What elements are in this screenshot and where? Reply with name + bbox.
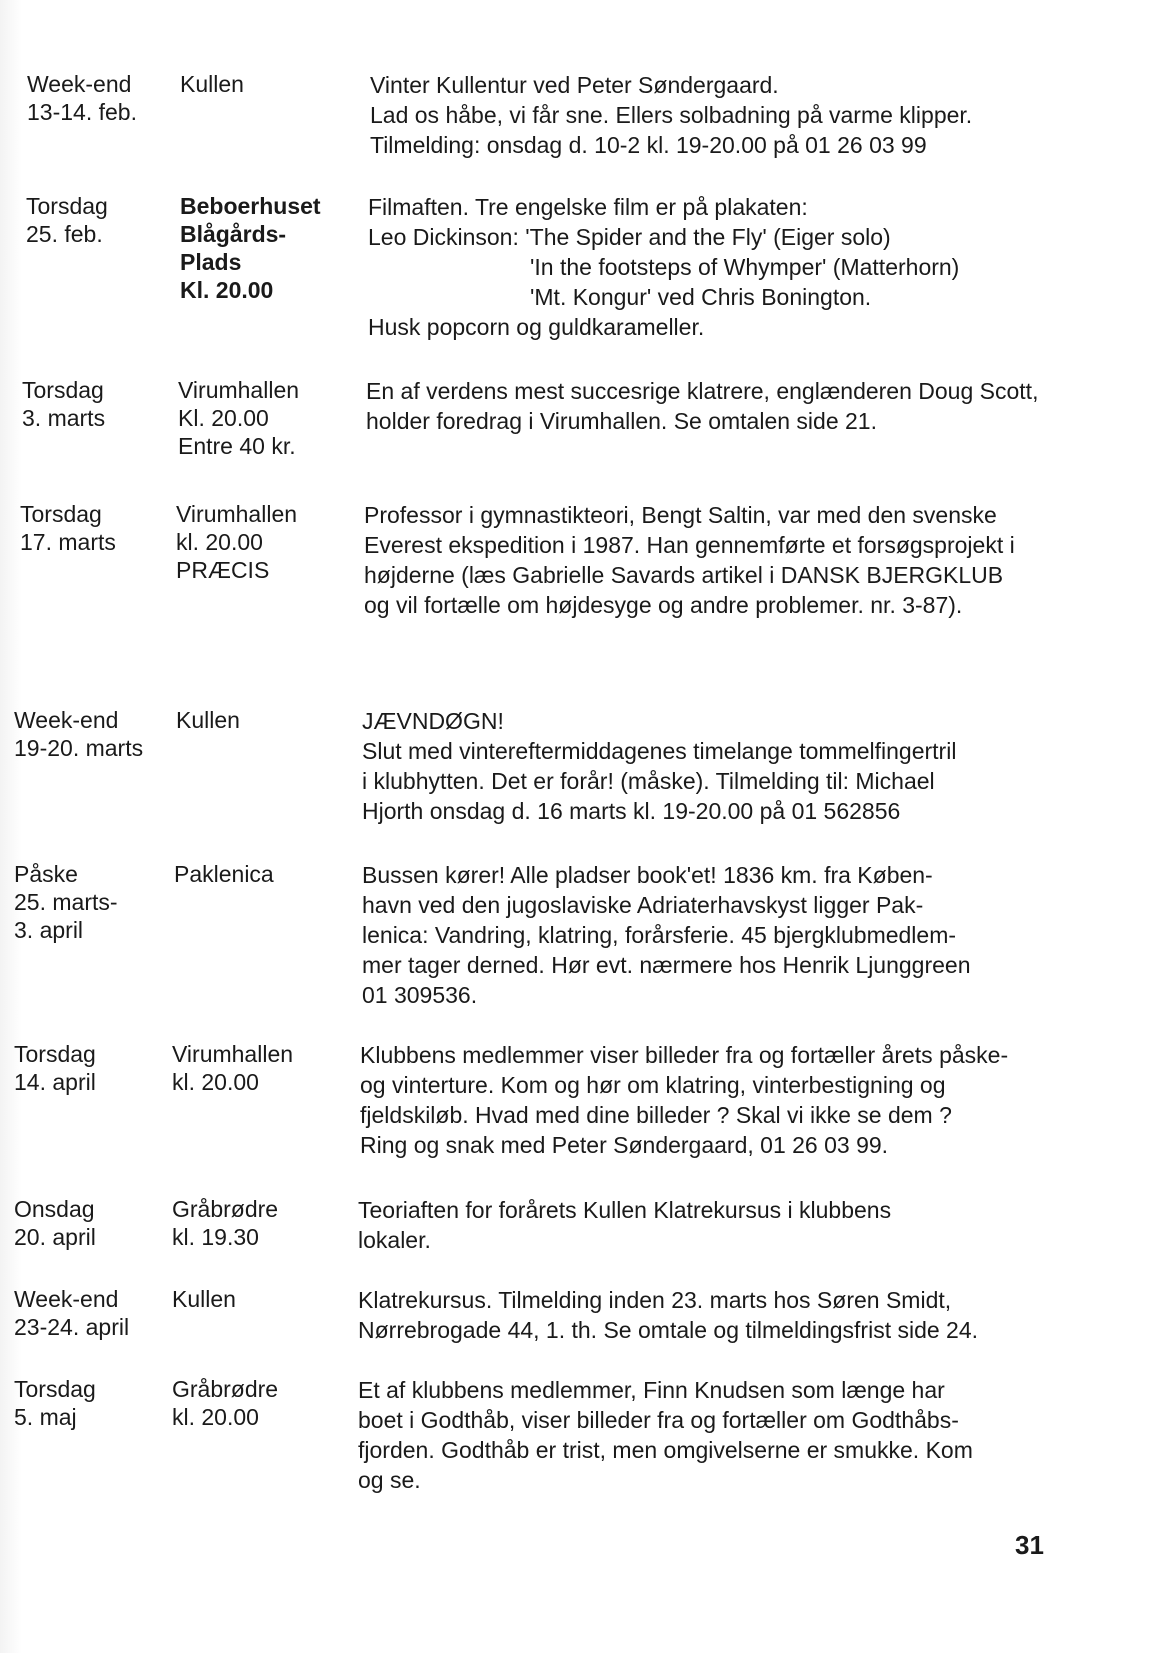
date-line: Onsdag bbox=[14, 1196, 95, 1222]
event-place bbox=[172, 1195, 278, 1251]
description-line: Ring og snak med Peter Søndergaard, 01 26 03 99. bbox=[360, 1132, 889, 1158]
description-line: lokaler. bbox=[358, 1227, 431, 1253]
description-line: og vinterture. Kom og hør om klatring, vinterbestigning og bbox=[360, 1072, 946, 1098]
description-line: holder foredrag i Virumhallen. Se omtalen side 21. bbox=[366, 408, 877, 434]
event-place bbox=[176, 706, 240, 734]
event-date bbox=[14, 1375, 96, 1431]
event-place bbox=[178, 376, 299, 460]
event-description bbox=[364, 500, 1015, 620]
event-date bbox=[20, 500, 116, 556]
event-date bbox=[14, 1040, 96, 1096]
description-line: 'In the footsteps of Whymper' (Matterhorn) bbox=[530, 254, 960, 280]
event-description bbox=[368, 192, 959, 342]
date-line: 3. april bbox=[14, 917, 84, 943]
description-line: Leo Dickinson: 'The Spider and the Fly' (Eiger solo) bbox=[368, 224, 891, 250]
page-number: 31 bbox=[1015, 1530, 1044, 1560]
event-description bbox=[358, 1375, 973, 1495]
place-line: kl. 20.00 bbox=[172, 1069, 259, 1095]
event-description bbox=[358, 1195, 891, 1255]
place-line: kl. 20.00 bbox=[172, 1404, 259, 1430]
description-line: højderne (læs Gabrielle Savards artikel i DANSK BJERGKLUB bbox=[364, 562, 1004, 588]
description-line: Filmaften. Tre engelske film er på plakaten: bbox=[368, 194, 808, 220]
description-line: Everest ekspedition i 1987. Han gennemførte et forsøgsprojekt i bbox=[364, 532, 1015, 558]
event-date bbox=[14, 1195, 96, 1251]
description-line: Hjorth onsdag d. 16 marts kl. 19-20.00 på 01 562856 bbox=[362, 798, 901, 824]
place-line: Entre 40 kr. bbox=[178, 433, 296, 459]
place-line: Kl. 20.00 bbox=[178, 405, 269, 431]
place-line: Virumhallen bbox=[172, 1041, 294, 1067]
event-date bbox=[14, 1285, 129, 1341]
place-line: Gråbrødre bbox=[172, 1196, 279, 1222]
event-place bbox=[172, 1375, 278, 1431]
description-line: havn ved den jugoslaviske Adriaterhavskyst ligger Pak- bbox=[362, 892, 924, 918]
date-line: 13-14. feb. bbox=[27, 99, 137, 125]
event-place bbox=[180, 192, 321, 304]
event-place bbox=[172, 1040, 293, 1096]
event-date bbox=[27, 70, 137, 126]
description-line: Bussen kører! Alle pladser book'et! 1836 km. fra Køben- bbox=[362, 862, 933, 888]
description-line: lenica: Vandring, klatring, forårsferie. 45 bjergklubmedlem- bbox=[362, 922, 957, 948]
description-line: Et af klubbens medlemmer, Finn Knudsen som længe har bbox=[358, 1377, 945, 1403]
date-line: 3. marts bbox=[22, 405, 106, 431]
date-line: Torsdag bbox=[20, 501, 102, 527]
date-line: Torsdag bbox=[26, 193, 108, 219]
place-line: kl. 20.00 bbox=[176, 529, 263, 555]
event-place bbox=[176, 500, 297, 584]
date-line: Week-end bbox=[14, 1286, 119, 1312]
event-place bbox=[172, 1285, 236, 1313]
place-line: Virumhallen bbox=[176, 501, 298, 527]
event-place bbox=[180, 70, 244, 98]
description-line: Klubbens medlemmer viser billeder fra og fortæller årets påske- bbox=[360, 1042, 1009, 1068]
place-line: Kl. 20.00 bbox=[180, 277, 274, 303]
place-line: Kullen bbox=[180, 71, 244, 97]
date-line: Torsdag bbox=[22, 377, 104, 403]
description-line: boet i Godthåb, viser billeder fra og fortæller om Godthåbs- bbox=[358, 1407, 959, 1433]
date-line: Week-end bbox=[14, 707, 119, 733]
place-line: Gråbrødre bbox=[172, 1376, 279, 1402]
description-line: og se. bbox=[358, 1467, 421, 1493]
place-line: Kullen bbox=[172, 1286, 236, 1312]
date-line: 23-24. april bbox=[14, 1314, 130, 1340]
event-description bbox=[366, 376, 1038, 436]
place-line: Blågårds- bbox=[180, 221, 287, 247]
event-description bbox=[362, 860, 971, 1010]
date-line: 14. april bbox=[14, 1069, 96, 1095]
place-line: Paklenica bbox=[174, 861, 274, 887]
event-description bbox=[358, 1285, 978, 1345]
event-place bbox=[174, 860, 274, 888]
description-line: fjorden. Godthåb er trist, men omgivelserne er smukke. Kom bbox=[358, 1437, 973, 1463]
date-line: Torsdag bbox=[14, 1376, 96, 1402]
event-date bbox=[26, 192, 108, 248]
event-date bbox=[14, 706, 143, 762]
description-line: Slut med vintereftermiddagenes timelange tommelfingertril bbox=[362, 738, 957, 764]
date-line: Week-end bbox=[27, 71, 132, 97]
event-date bbox=[14, 860, 118, 944]
description-line: og vil fortælle om højdesyge og andre problemer. nr. 3-87). bbox=[364, 592, 963, 618]
event-date bbox=[22, 376, 105, 432]
date-line: 17. marts bbox=[20, 529, 116, 555]
description-line: Professor i gymnastikteori, Bengt Saltin, var med den svenske bbox=[364, 502, 997, 528]
place-line: Virumhallen bbox=[178, 377, 300, 403]
event-description bbox=[370, 70, 972, 160]
event-description bbox=[360, 1040, 1008, 1160]
date-line: 20. april bbox=[14, 1224, 96, 1250]
description-line: 01 309536. bbox=[362, 982, 478, 1008]
date-line: 25. feb. bbox=[26, 221, 103, 247]
place-line: Plads bbox=[180, 249, 242, 275]
place-line: PRÆCIS bbox=[176, 557, 270, 583]
place-line: Beboerhuset bbox=[180, 193, 321, 219]
description-line: Tilmelding: onsdag d. 10-2 kl. 19-20.00 på 01 26 03 99 bbox=[370, 132, 927, 158]
description-line: Nørrebrogade 44, 1. th. Se omtale og tilmeldingsfrist side 24. bbox=[358, 1317, 979, 1343]
description-line: Klatrekursus. Tilmelding inden 23. marts hos Søren Smidt, bbox=[358, 1287, 952, 1313]
date-line: 5. maj bbox=[14, 1404, 77, 1430]
description-line: fjeldskiløb. Hvad med dine billeder ? Skal vi ikke se dem ? bbox=[360, 1102, 952, 1128]
description-line: Teoriaften for forårets Kullen Klatrekursus i klubbens bbox=[358, 1197, 892, 1223]
description-line: Husk popcorn og guldkarameller. bbox=[368, 314, 705, 340]
date-line: 25. marts- bbox=[14, 889, 118, 915]
description-line: mer tager derned. Hør evt. nærmere hos Henrik Ljunggreen bbox=[362, 952, 971, 978]
description-line: Vinter Kullentur ved Peter Søndergaard. bbox=[370, 72, 779, 98]
event-description bbox=[362, 706, 956, 826]
description-line: JÆVNDØGN! bbox=[362, 708, 504, 734]
description-line: 'Mt. Kongur' ved Chris Bonington. bbox=[530, 284, 872, 310]
date-line: 19-20. marts bbox=[14, 735, 144, 761]
description-line: En af verdens mest succesrige klatrere, englænderen Doug Scott, bbox=[366, 378, 1039, 404]
place-line: kl. 19.30 bbox=[172, 1224, 259, 1250]
place-line: Kullen bbox=[176, 707, 240, 733]
date-line: Torsdag bbox=[14, 1041, 96, 1067]
description-line: i klubhytten. Det er forår! (måske). Tilmelding til: Michael bbox=[362, 768, 935, 794]
description-line: Lad os håbe, vi får sne. Ellers solbadning på varme klipper. bbox=[370, 102, 973, 128]
date-line: Påske bbox=[14, 861, 78, 887]
